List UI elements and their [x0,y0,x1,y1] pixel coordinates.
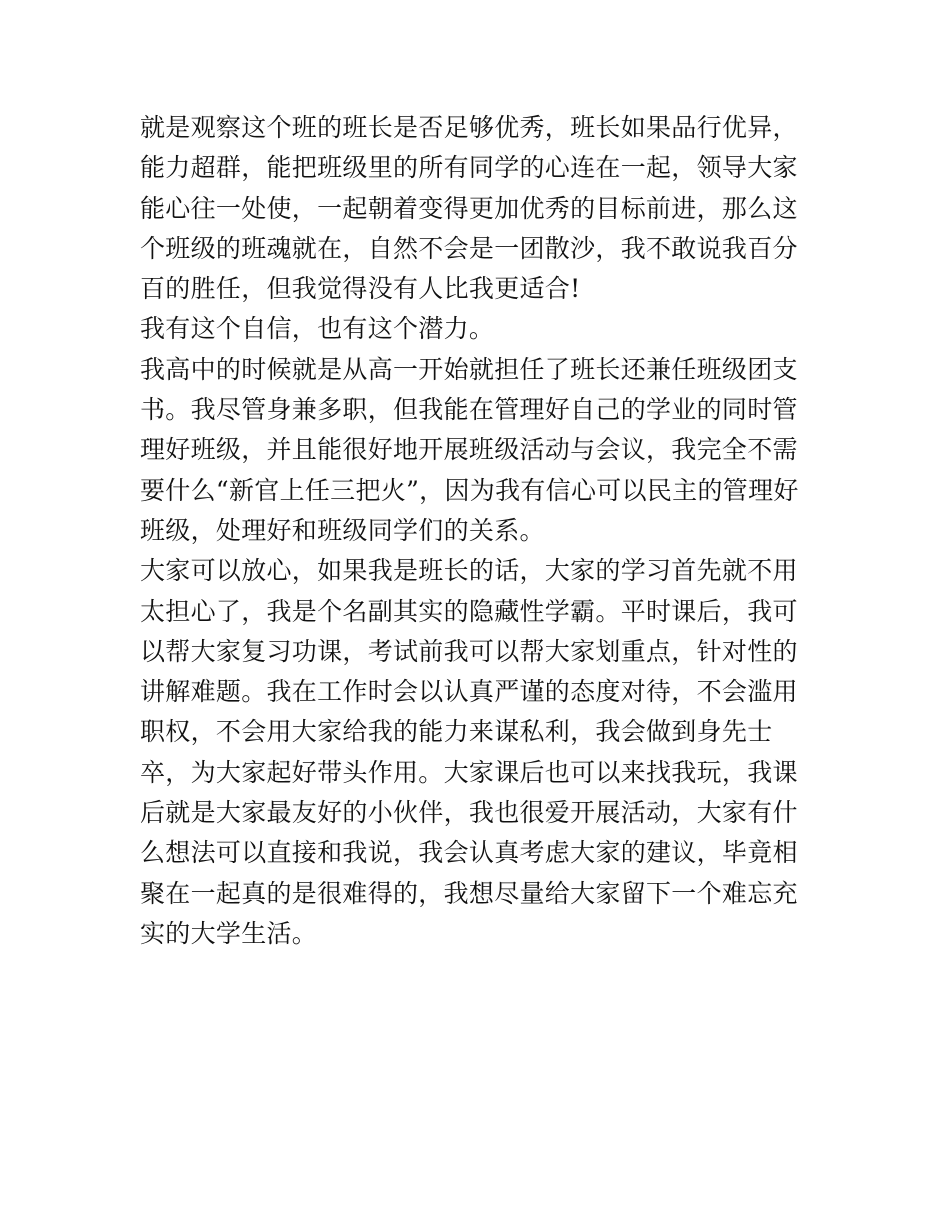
paragraph-2: 我有这个自信，也有这个潜力。 [140,314,495,344]
document-body [140,108,815,954]
paragraph-3: 我高中的时候就是从高一开始就担任了班长还兼任班级团支书。我尽管身兼多职，但我能在管理好自己的学业的同时管理好班级，并且能很好地开展班级活动与会议，我完全不需要什么“新官上任三把火”，因为我有信心可以民主的管理好班级，处理好和班级同学们的关系。 [140,354,799,545]
paragraph-4: 大家可以放心，如果我是班长的话，大家的学习首先就不用太担心了，我是个名副其实的隐藏性学霸。平时课后，我可以帮大家复习功课，考试前我可以帮大家划重点，针对性的讲解难题。我在工作时会以认真严谨的态度对待，不会滥用职权，不会用大家给我的能力来谋私利，我会做到身先士卒，为大家起好带头作用。大家课后也可以来找我玩，我课后就是大家最友好的小伙伴，我也很爱开展活动，大家有什么想法可以直接和我说，我会认真考虑大家的建议，毕竟相聚在一起真的是很难得的，我想尽量给大家留下一个难忘充实的大学生活。 [140,556,798,948]
paragraph-1: 就是观察这个班的班长是否足够优秀，班长如果品行优异，能力超群，能把班级里的所有同学的心连在一起，领导大家能心往一处使，一起朝着变得更加优秀的目标前进，那么这个班级的班魂就在，自然不会是一团散沙，我不敢说我百分百的胜任，但我觉得没有人比我更适合! [140,113,798,304]
